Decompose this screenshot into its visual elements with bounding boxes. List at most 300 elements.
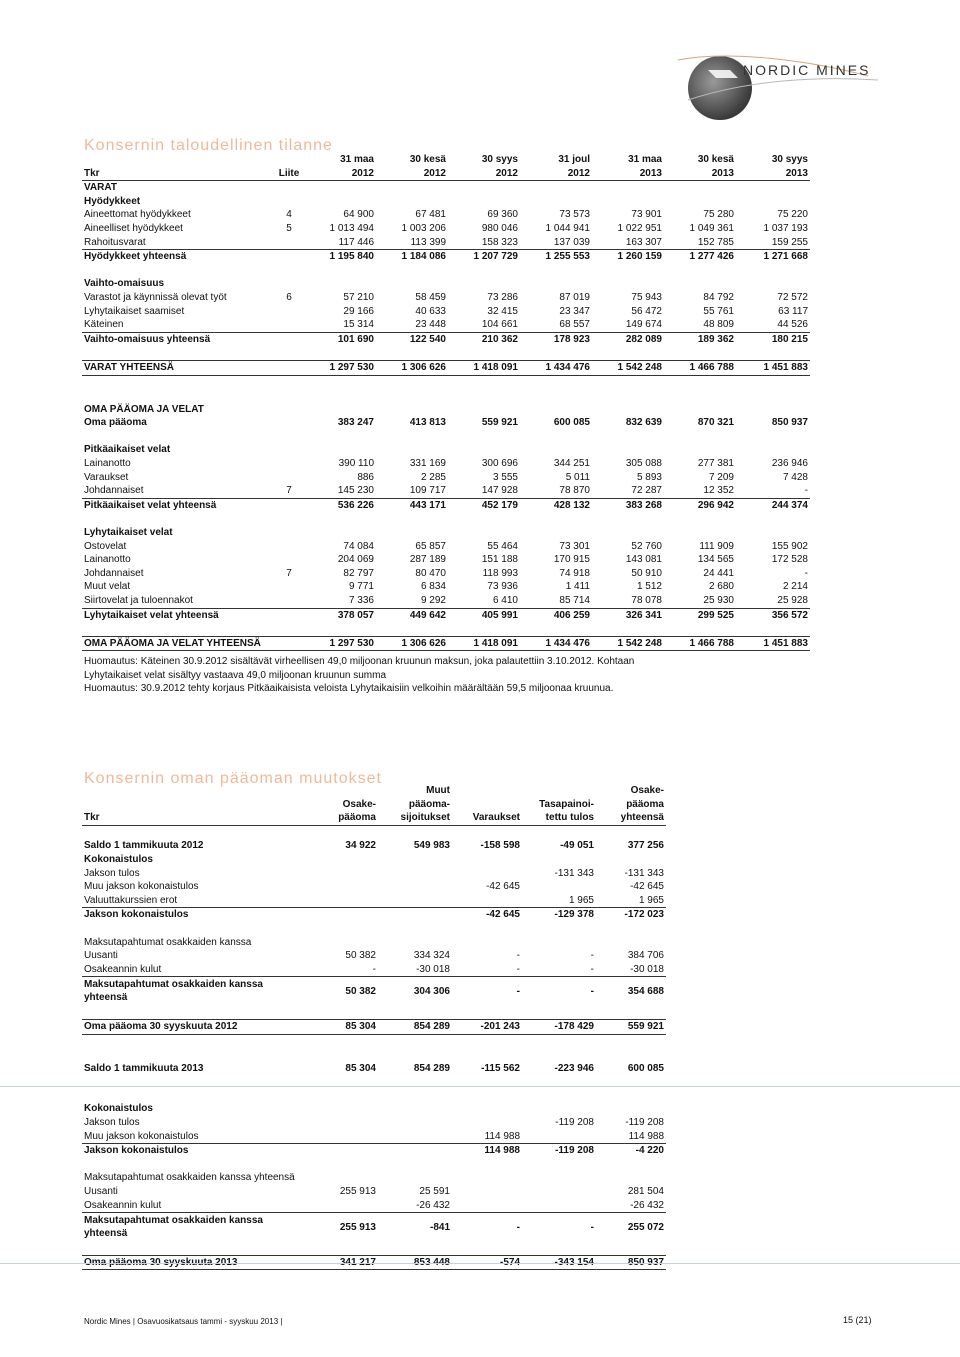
cell-value: 7 209 <box>708 471 734 483</box>
table-row <box>82 963 666 977</box>
cell-value: 886 <box>357 471 374 483</box>
cell-value <box>378 1144 452 1158</box>
cell-value: 74 918 <box>559 567 590 579</box>
cell-value <box>664 526 736 540</box>
header-cell: Tasapainoi- <box>539 798 594 810</box>
cell-value: - <box>516 1221 520 1233</box>
cell-value: 559 921 <box>596 1019 666 1034</box>
cell-value <box>522 922 596 936</box>
cell-value <box>596 825 666 839</box>
cell-value <box>272 526 306 540</box>
row-label <box>82 389 272 403</box>
cell-value: -4 220 <box>635 1145 664 1157</box>
cell-value: -119 208 <box>555 1117 594 1129</box>
cell-value: 55 464 <box>487 540 518 552</box>
cell-value: 1 297 530 <box>306 636 376 651</box>
cell-value <box>596 1005 666 1019</box>
cell-value: 236 946 <box>771 458 808 470</box>
cell-value <box>596 1089 666 1103</box>
cell-value: - <box>590 950 594 962</box>
cell-value <box>664 181 736 195</box>
cell-value: 178 923 <box>553 333 590 345</box>
cell-value <box>452 1158 522 1172</box>
cell-value: 1 965 <box>596 894 666 908</box>
cell-value: 113 399 <box>376 236 448 250</box>
cell-value: 305 088 <box>625 458 662 470</box>
cell-value <box>306 526 376 540</box>
row-label: Muu jakson kokonaistulos <box>84 881 199 893</box>
table-row <box>82 1158 666 1172</box>
cell-value <box>664 430 736 444</box>
table-row <box>82 471 810 485</box>
cell-value <box>592 526 664 540</box>
cell-value <box>306 443 376 457</box>
table-row <box>82 636 810 651</box>
cell-value: 149 674 <box>592 318 664 332</box>
cell-value <box>308 1171 378 1185</box>
cell-value <box>376 264 448 278</box>
financial-position-table <box>82 153 810 651</box>
cell-value <box>448 277 520 291</box>
cell-value: 1 306 626 <box>376 636 448 651</box>
cell-value: 15 314 <box>306 318 376 332</box>
table-row <box>82 1034 666 1048</box>
cell-value <box>522 1185 596 1199</box>
row-label: Käteinen <box>82 318 272 332</box>
cell-value <box>306 622 376 636</box>
cell-value <box>452 825 522 839</box>
table-row <box>82 305 810 319</box>
cell-value: 170 915 <box>553 554 590 566</box>
table-row <box>82 416 810 430</box>
cell-value <box>452 1116 522 1130</box>
cell-value: 12 352 <box>664 484 736 498</box>
cell-value <box>596 922 666 936</box>
cell-value <box>272 360 306 375</box>
cell-value: 84 792 <box>703 291 734 303</box>
cell-value: 85 304 <box>308 1019 378 1034</box>
table-row <box>82 1116 666 1130</box>
cell-value <box>308 1199 378 1213</box>
cell-value <box>378 1034 452 1048</box>
cell-value: 1 013 494 <box>329 222 374 234</box>
table-row <box>82 360 810 375</box>
cell-value <box>522 1048 596 1062</box>
cell-value: -26 432 <box>596 1199 666 1213</box>
cell-value: 7 <box>286 567 292 579</box>
cell-value: 443 171 <box>409 499 446 511</box>
row-label: Vaihto-omaisuus <box>84 278 165 290</box>
cell-value: 1 451 883 <box>736 636 810 651</box>
cell-value: 1 044 941 <box>545 222 590 234</box>
cell-value <box>306 346 376 360</box>
row-label: Saldo 1 tammikuuta 2012 <box>84 840 204 852</box>
header-cell: 30 syys <box>481 154 518 165</box>
cell-value: - <box>452 963 522 977</box>
cell-value <box>520 622 592 636</box>
table-row <box>82 250 810 264</box>
table-row <box>82 1102 666 1116</box>
cell-value <box>520 181 592 195</box>
cell-value: 210 362 <box>481 333 518 345</box>
cell-value: 63 117 <box>778 305 808 317</box>
cell-value <box>522 1102 596 1116</box>
cell-value <box>448 443 520 457</box>
cell-value <box>448 403 520 417</box>
cell-value: 78 078 <box>592 594 664 608</box>
header-cell: 31 maa <box>340 154 374 165</box>
cell-value <box>306 181 376 195</box>
cell-value <box>376 375 448 389</box>
cell-value: 449 642 <box>409 609 446 621</box>
cell-value <box>272 430 306 444</box>
header-cell <box>452 784 522 798</box>
cell-value <box>378 1102 452 1116</box>
cell-value: 56 472 <box>631 305 662 317</box>
divider <box>0 1263 960 1264</box>
cell-value <box>272 346 306 360</box>
cell-value: 383 268 <box>625 499 662 511</box>
cell-value: 244 374 <box>771 499 808 511</box>
cell-value <box>736 195 810 209</box>
cell-value <box>452 867 522 881</box>
cell-value <box>596 1241 666 1255</box>
header-cell: Tkr <box>82 167 272 181</box>
row-label: Lyhytaikaiset velat <box>84 527 173 539</box>
cell-value <box>736 389 810 403</box>
cell-value: 23 347 <box>559 305 590 317</box>
header-cell: 30 syys <box>771 154 808 165</box>
cell-value: -42 645 <box>486 909 520 921</box>
cell-value <box>308 1130 378 1144</box>
cell-value: 1 466 788 <box>664 636 736 651</box>
cell-value <box>522 1241 596 1255</box>
cell-value: 5 011 <box>565 471 590 483</box>
cell-value: 72 287 <box>592 484 664 498</box>
header-cell: 31 maa <box>628 154 662 165</box>
cell-value <box>736 346 810 360</box>
cell-value <box>448 430 520 444</box>
cell-value <box>452 1048 522 1062</box>
cell-value <box>736 622 810 636</box>
cell-value <box>376 346 448 360</box>
cell-value: 6 410 <box>448 594 520 608</box>
cell-value <box>592 403 664 417</box>
cell-value: -115 562 <box>481 1062 520 1074</box>
header-cell: yhteensä <box>596 811 666 825</box>
cell-value: 344 251 <box>553 458 590 470</box>
cell-value: 378 057 <box>337 609 374 621</box>
cell-value: 356 572 <box>771 609 808 621</box>
row-label: Aineettomat hyödykkeet <box>84 209 191 221</box>
cell-value: 44 526 <box>736 318 810 332</box>
cell-value: 282 089 <box>625 333 662 345</box>
table-row <box>82 553 810 567</box>
header-cell: 2012 <box>448 167 520 181</box>
row-label: Pitkäaikaiset velat yhteensä <box>84 499 217 511</box>
table-row <box>82 389 810 403</box>
cell-value <box>664 195 736 209</box>
cell-value <box>378 1158 452 1172</box>
cell-value: 600 085 <box>553 417 590 429</box>
row-label: Muu jakson kokonaistulos <box>82 1130 308 1144</box>
cell-value: 40 633 <box>415 305 446 317</box>
row-label: Valuuttakurssien erot <box>82 894 308 908</box>
table-row <box>82 498 810 512</box>
row-label: Rahoitusvarat <box>82 236 272 250</box>
cell-value: 155 902 <box>771 540 808 552</box>
cell-value <box>272 389 306 403</box>
cell-value <box>376 195 448 209</box>
cell-value <box>520 277 592 291</box>
cell-value: 151 188 <box>481 554 518 566</box>
cell-value: 3 555 <box>492 471 518 483</box>
cell-value <box>376 389 448 403</box>
row-label <box>82 622 272 636</box>
cell-value: 413 813 <box>409 417 446 429</box>
cell-value: 69 360 <box>487 209 518 221</box>
cell-value <box>596 1048 666 1062</box>
cell-value: 377 256 <box>627 840 664 852</box>
cell-value <box>272 540 306 554</box>
cell-value <box>520 403 592 417</box>
cell-value: 67 481 <box>415 209 446 221</box>
table-row <box>82 853 666 867</box>
cell-value <box>452 922 522 936</box>
cell-value: 1 542 248 <box>592 360 664 375</box>
cell-value <box>308 1089 378 1103</box>
row-label <box>82 430 272 444</box>
row-label: Oma pääoma 30 syyskuuta 2012 <box>82 1019 308 1034</box>
note-line: Huomautus: 30.9.2012 tehty korjaus Pitkäaikaisista veloista Lyhytaikaisiin velkoihin määrältään 59,5 miljoonaa kruunua. <box>84 683 614 694</box>
cell-value: -42 645 <box>486 881 520 893</box>
cell-value: 299 525 <box>697 609 734 621</box>
cell-value <box>306 512 376 526</box>
header-cell <box>452 798 522 812</box>
cell-value: -841 <box>429 1221 450 1233</box>
cell-value <box>306 375 376 389</box>
cell-value <box>448 512 520 526</box>
header-cell: Osake- <box>630 785 664 796</box>
cell-value: - <box>522 963 596 977</box>
cell-value <box>592 375 664 389</box>
cell-value: 428 132 <box>553 499 590 511</box>
table-row <box>82 318 810 332</box>
cell-value: - <box>736 484 810 498</box>
divider <box>0 1086 960 1087</box>
equity-changes-table <box>82 784 666 1270</box>
cell-value <box>308 1034 378 1048</box>
cell-value <box>378 1089 452 1103</box>
cell-value: 145 230 <box>306 484 376 498</box>
row-label: Jakson kokonaistulos <box>84 1145 189 1157</box>
cell-value <box>306 277 376 291</box>
cell-value: 1 418 091 <box>448 360 520 375</box>
note-line: Lyhytaikaiset velat sisältyy vastaava 49,0 miljoonan kruunun summa <box>84 669 387 681</box>
cell-value: 1 418 091 <box>448 636 520 651</box>
cell-value: 1 022 951 <box>617 222 662 234</box>
cell-value <box>596 936 666 950</box>
table-row <box>82 346 810 360</box>
cell-value <box>308 1116 378 1130</box>
table-row <box>82 1130 666 1144</box>
cell-value <box>306 264 376 278</box>
cell-value <box>522 1089 596 1103</box>
cell-value <box>452 853 522 867</box>
header-cell: sijoitukset <box>378 811 452 825</box>
cell-value <box>452 1199 522 1213</box>
cell-value <box>272 608 306 622</box>
header-cell: 2013 <box>736 167 810 181</box>
table-row <box>82 949 666 963</box>
cell-value <box>520 430 592 444</box>
cell-value <box>378 853 452 867</box>
cell-value <box>736 443 810 457</box>
cell-value: 75 943 <box>631 291 662 303</box>
table-row <box>82 277 810 291</box>
row-label: Uusanti <box>84 1186 118 1198</box>
cell-value: 1 003 206 <box>401 222 446 234</box>
cell-value <box>272 236 306 250</box>
header-cell <box>308 784 378 798</box>
cell-value <box>308 894 378 908</box>
cell-value: -158 598 <box>480 840 520 852</box>
cell-value <box>736 375 810 389</box>
row-label: Pitkäaikaiset velat <box>84 444 171 456</box>
table-row <box>82 1048 666 1062</box>
cell-value: 134 565 <box>697 554 734 566</box>
cell-value <box>272 512 306 526</box>
header-cell <box>522 784 596 798</box>
cell-value: 255 913 <box>339 1186 376 1198</box>
cell-value <box>664 264 736 278</box>
header-cell: 2012 <box>376 167 448 181</box>
cell-value <box>592 181 664 195</box>
header-row <box>82 153 810 167</box>
logo-icon <box>668 40 898 120</box>
cell-value <box>592 443 664 457</box>
cell-value: -223 946 <box>554 1062 594 1074</box>
row-label: Varaukset <box>84 471 129 483</box>
row-label: VARAT YHTEENSÄ <box>82 360 272 375</box>
cell-value: 189 362 <box>697 333 734 345</box>
cell-value: 1 037 193 <box>763 222 808 234</box>
row-label: Saldo 1 tammikuuta 2013 <box>84 1062 204 1074</box>
header-cell: Tkr <box>82 811 308 825</box>
row-label <box>82 375 272 389</box>
cell-value <box>520 375 592 389</box>
cell-value <box>592 512 664 526</box>
cell-value <box>664 512 736 526</box>
cell-value: 600 085 <box>627 1062 664 1074</box>
cell-value <box>272 636 306 651</box>
row-label: Maksutapahtumat osakkaiden kanssa yhteensä <box>84 979 263 1004</box>
header-cell: pääoma <box>626 798 664 810</box>
cell-value: -131 343 <box>554 867 594 879</box>
cell-value: 870 321 <box>697 417 734 429</box>
cell-value <box>272 264 306 278</box>
row-label: Lainanotto <box>84 458 131 470</box>
cell-value <box>378 1130 452 1144</box>
table-row <box>82 264 810 278</box>
cell-value: 1 260 159 <box>617 251 662 263</box>
cell-value <box>308 936 378 950</box>
cell-value: 73 936 <box>487 581 518 593</box>
table-row <box>82 567 810 581</box>
header-cell <box>82 153 272 167</box>
footer-text: Nordic Mines | Osavuosikatsaus tammi - syyskuu 2013 | <box>84 1317 283 1326</box>
cell-value <box>272 403 306 417</box>
row-label: OMA PÄÄOMA JA VELAT <box>84 403 204 415</box>
row-label: Jakson tulos <box>84 1117 140 1129</box>
cell-value <box>308 880 378 894</box>
cell-value: -30 018 <box>596 963 666 977</box>
section-title-financial-position: Konsernin taloudellinen tilanne <box>84 137 333 154</box>
cell-value: 1 255 553 <box>545 251 590 263</box>
cell-value <box>378 936 452 950</box>
cell-value <box>452 1241 522 1255</box>
table-row <box>82 867 666 881</box>
row-label: Osakeannin kulut <box>82 1199 308 1213</box>
table-row <box>82 894 666 908</box>
cell-value: 55 761 <box>703 305 734 317</box>
cell-value <box>520 512 592 526</box>
cell-value <box>452 1034 522 1048</box>
table-row <box>82 526 810 540</box>
cell-value: 406 259 <box>553 609 590 621</box>
cell-value: 64 900 <box>343 209 374 221</box>
cell-value <box>522 1005 596 1019</box>
cell-value: 75 280 <box>703 209 734 221</box>
table-row <box>82 622 810 636</box>
cell-value <box>272 375 306 389</box>
cell-value <box>520 443 592 457</box>
cell-value: - <box>516 950 520 962</box>
cell-value: 5 893 <box>636 471 662 483</box>
cell-value <box>522 1158 596 1172</box>
cell-value: 287 189 <box>409 554 446 566</box>
cell-value: 48 809 <box>664 318 736 332</box>
cell-value <box>272 332 306 346</box>
row-label: Lyhytaikaiset velat yhteensä <box>84 609 219 621</box>
cell-value <box>272 443 306 457</box>
cell-value: -172 023 <box>624 909 664 921</box>
cell-value: 82 797 <box>343 567 374 579</box>
cell-value: 255 913 <box>339 1221 376 1233</box>
cell-value: 1 434 476 <box>520 360 592 375</box>
cell-value: 354 688 <box>627 985 664 997</box>
cell-value: 1 184 086 <box>401 251 446 263</box>
table-row <box>82 880 666 894</box>
table-row <box>82 936 666 950</box>
cell-value <box>272 195 306 209</box>
cell-value <box>306 389 376 403</box>
cell-value <box>452 936 522 950</box>
row-label: Maksutapahtumat osakkaiden kanssa yhteensä <box>84 1172 295 1184</box>
cell-value <box>272 594 306 608</box>
header-cell <box>82 784 308 798</box>
cell-value <box>664 403 736 417</box>
cell-value <box>736 277 810 291</box>
row-label: Kokonaistulos <box>84 853 153 865</box>
row-label: Maksutapahtumat osakkaiden kanssa <box>84 936 252 948</box>
cell-value <box>272 457 306 471</box>
table-row <box>82 484 810 498</box>
cell-value: 9 292 <box>376 594 448 608</box>
cell-value <box>664 443 736 457</box>
row-label: Ostovelat <box>84 540 127 552</box>
cell-value: - <box>516 985 520 997</box>
